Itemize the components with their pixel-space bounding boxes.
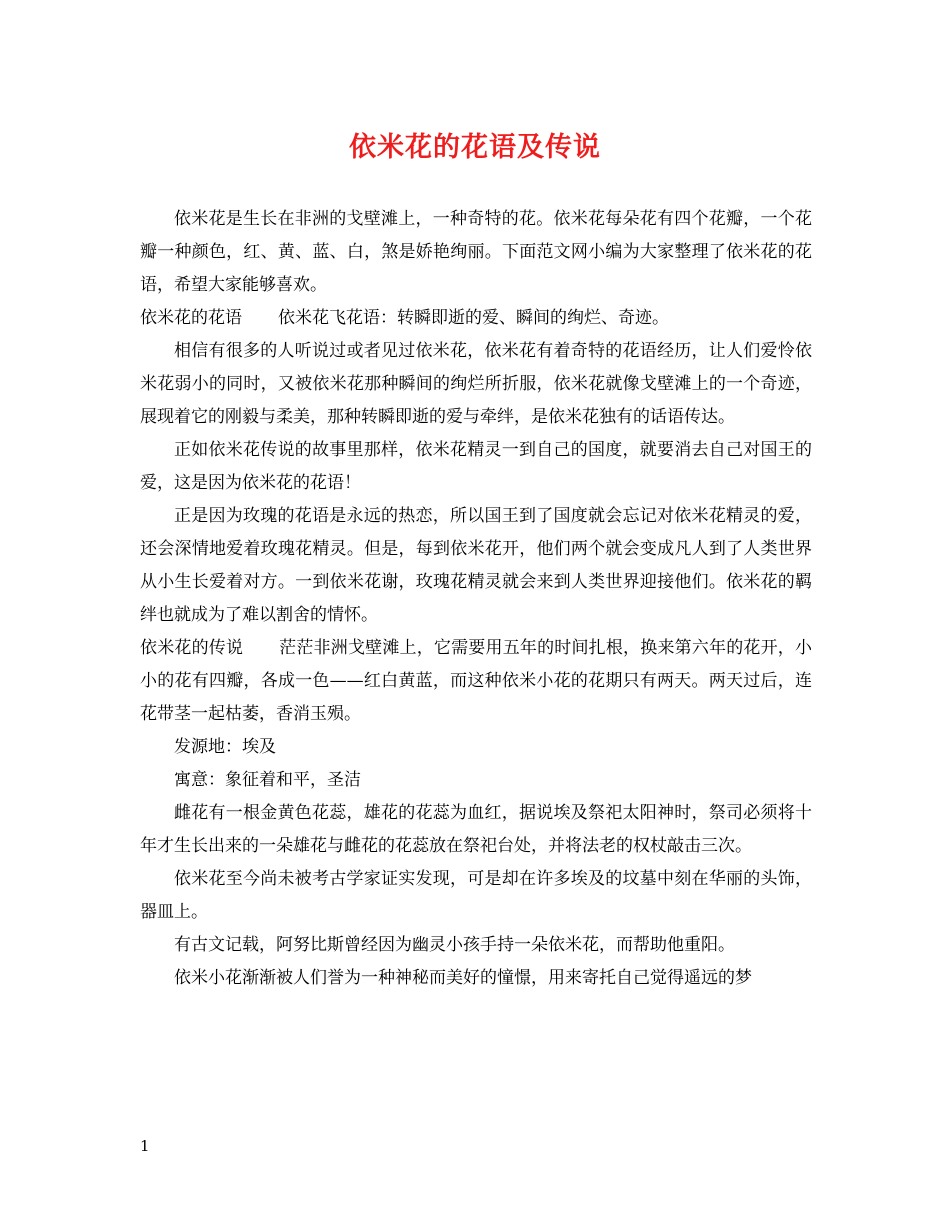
- flower-language-text: 依米花飞花语：转瞬即逝的爱、瞬间的绚烂、奇迹。: [278, 308, 669, 328]
- paragraph-story-1: 相信有很多的人听说过或者见过依米花，依米花有着奇特的花语经历，让人们爱怜依米花弱小的同时，又被依米花那种瞬间的绚烂所折服，依米花就像戈壁滩上的一个奇迹，展现着它的刚毅与柔美，那种转瞬即逝的爱与牵绊，是依米花独有的话语传达。: [140, 341, 812, 427]
- paragraph-stamen: 雌花有一根金黄色花蕊，雄花的花蕊为血红，据说埃及祭祀太阳神时，祭司必须将十年才生长出来的一朵雄花与雌花的花蕊放在祭祀台处，并将法老的权杖敲击三次。: [140, 803, 812, 856]
- document-title: 依米花的花语及传说: [349, 132, 601, 163]
- paragraph-anubis: 有古文记载，阿努比斯曾经因为幽灵小孩手持一朵依米花，而帮助他重阳。: [174, 935, 735, 955]
- section-label-flower-language: 依米花的花语: [140, 308, 242, 328]
- paragraph-story-3: 正是因为玫瑰的花语是永远的热恋，所以国王到了国度就会忘记对依米花精灵的爱，还会深情地爱着玫瑰花精灵。但是，每到依米花开，他们两个就会变成凡人到了人类世界从小生长爱着对方。一到依米花谢，玫瑰花精灵就会来到人类世界迎接他们。依米花的羁绊也就成为了难以割舍的情怀。: [140, 506, 812, 625]
- paragraph-flower-language: [140, 302, 812, 335]
- paragraph-origin: 发源地：埃及: [174, 737, 276, 757]
- paragraph-meaning: 寓意：象征着和平，圣洁: [174, 770, 361, 790]
- paragraph-dream: 依米小花渐渐被人们誉为一种神秘而美好的憧憬，用来寄托自己觉得遥远的梦: [174, 968, 752, 988]
- section-label-legend: 依米花的传说: [140, 638, 244, 658]
- paragraph-story-2: 正如依米花传说的故事里那样，依米花精灵一到自己的国度，就要消去自己对国王的爱，这是因为依米花的花语！: [140, 440, 812, 493]
- paragraph-legend: [140, 632, 812, 731]
- legend-text: 茫茫非洲戈壁滩上，它需要用五年的时间扎根，换来第六年的花开，小小的花有四瓣，各成一色——红白黄蓝，而这种依米小花的花期只有两天。两天过后，连花带茎一起枯萎，香消玉殒。: [140, 638, 813, 724]
- paragraph-archaeology: 依米花至今尚未被考古学家证实发现，可是却在许多埃及的坟墓中刻在华丽的头饰，器皿上。: [140, 869, 812, 922]
- paragraph-intro: 依米花是生长在非洲的戈壁滩上，一种奇特的花。依米花每朵花有四个花瓣，一个花瓣一种颜色，红、黄、蓝、白，煞是娇艳绚丽。下面范文网小编为大家整理了依米花的花语，希望大家能够喜欢。: [140, 209, 812, 295]
- page-number: 1: [140, 1137, 150, 1155]
- document-body: [140, 203, 812, 995]
